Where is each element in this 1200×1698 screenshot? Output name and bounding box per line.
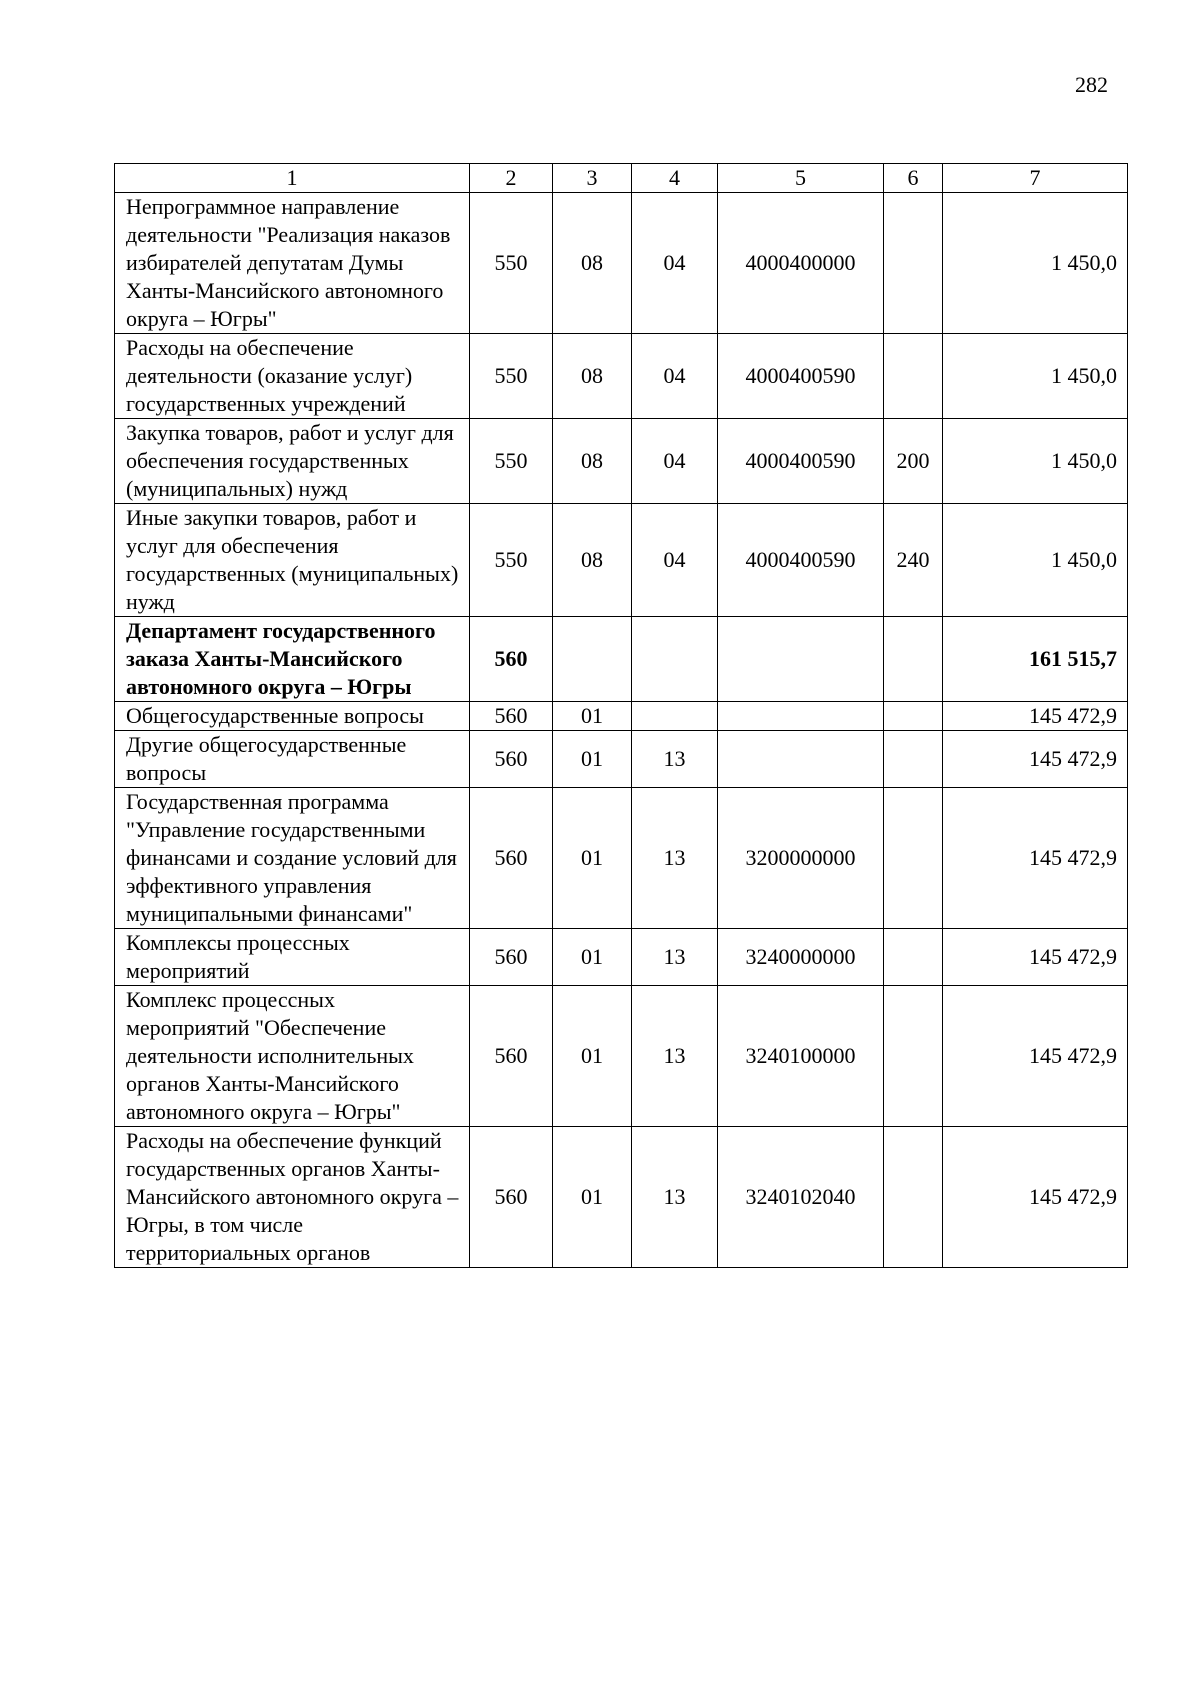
target-article-cell: 4000400590: [718, 419, 884, 504]
header-cell: 2: [470, 164, 553, 193]
expense-type-cell: [884, 193, 943, 334]
subsection-cell: 13: [632, 929, 718, 986]
table-row: [115, 929, 1128, 986]
table-row: [115, 504, 1128, 617]
expense-type-cell: [884, 334, 943, 419]
section-cell: 01: [553, 731, 632, 788]
sum-cell: 145 472,9: [943, 702, 1128, 731]
subsection-cell: 13: [632, 1127, 718, 1268]
sum-cell: 145 472,9: [943, 929, 1128, 986]
sum-cell: 1 450,0: [943, 193, 1128, 334]
table-row: [115, 617, 1128, 702]
section-cell: 01: [553, 986, 632, 1127]
expense-type-cell: [884, 929, 943, 986]
sum-cell: 145 472,9: [943, 986, 1128, 1127]
table-row: [115, 334, 1128, 419]
section-cell: [553, 617, 632, 702]
expense-type-cell: 200: [884, 419, 943, 504]
name-cell: Государственная программа "Управление государственными финансами и создание условий для эффективного управления муниципальными финансами": [115, 788, 470, 929]
header-cell: 7: [943, 164, 1128, 193]
sum-cell: 161 515,7: [943, 617, 1128, 702]
table-row: [115, 986, 1128, 1127]
target-article-cell: 3240102040: [718, 1127, 884, 1268]
code-cell: 560: [470, 1127, 553, 1268]
sum-cell: 1 450,0: [943, 334, 1128, 419]
page-number: 282: [1075, 72, 1108, 97]
subsection-cell: 13: [632, 788, 718, 929]
sum-cell: 1 450,0: [943, 419, 1128, 504]
subsection-cell: [632, 617, 718, 702]
header-cell: 6: [884, 164, 943, 193]
table-row: [115, 702, 1128, 731]
name-cell: Комплекс процессных мероприятий "Обеспечение деятельности исполнительных органов Ханты-Мансийского автономного округа – Югры": [115, 986, 470, 1127]
expense-type-cell: 240: [884, 504, 943, 617]
target-article-cell: 3240000000: [718, 929, 884, 986]
sum-cell: 1 450,0: [943, 504, 1128, 617]
section-cell: 01: [553, 788, 632, 929]
expense-type-cell: [884, 702, 943, 731]
expense-type-cell: [884, 788, 943, 929]
code-cell: 550: [470, 504, 553, 617]
code-cell: 560: [470, 731, 553, 788]
target-article-cell: 4000400590: [718, 334, 884, 419]
table-row: [115, 788, 1128, 929]
header-cell: 3: [553, 164, 632, 193]
section-cell: 08: [553, 419, 632, 504]
code-cell: 560: [470, 702, 553, 731]
name-cell: Расходы на обеспечение деятельности (оказание услуг) государственных учреждений: [115, 334, 470, 419]
table-row: [115, 419, 1128, 504]
code-cell: 560: [470, 986, 553, 1127]
header-cell: 1: [115, 164, 470, 193]
code-cell: 560: [470, 788, 553, 929]
name-cell: Иные закупки товаров, работ и услуг для обеспечения государственных (муниципальных) нужд: [115, 504, 470, 617]
code-cell: 550: [470, 419, 553, 504]
subsection-cell: 04: [632, 334, 718, 419]
expense-type-cell: [884, 986, 943, 1127]
name-cell: Расходы на обеспечение функций государственных органов Ханты-Мансийского автономного округа – Югры, в том числе территориальных органов: [115, 1127, 470, 1268]
sum-cell: 145 472,9: [943, 788, 1128, 929]
section-cell: 01: [553, 702, 632, 731]
target-article-cell: [718, 702, 884, 731]
table-row: [115, 731, 1128, 788]
budget-table: [114, 163, 1128, 1268]
subsection-cell: 04: [632, 193, 718, 334]
target-article-cell: 4000400590: [718, 504, 884, 617]
table-row: [115, 193, 1128, 334]
subsection-cell: 13: [632, 986, 718, 1127]
target-article-cell: 3200000000: [718, 788, 884, 929]
subsection-cell: 04: [632, 504, 718, 617]
section-cell: 08: [553, 504, 632, 617]
sum-cell: 145 472,9: [943, 731, 1128, 788]
section-cell: 08: [553, 193, 632, 334]
target-article-cell: [718, 617, 884, 702]
code-cell: 550: [470, 334, 553, 419]
table-row: [115, 1127, 1128, 1268]
code-cell: 560: [470, 929, 553, 986]
section-cell: 01: [553, 929, 632, 986]
expense-type-cell: [884, 731, 943, 788]
subsection-cell: 04: [632, 419, 718, 504]
expense-type-cell: [884, 1127, 943, 1268]
subsection-cell: 13: [632, 731, 718, 788]
name-cell: Департамент государственного заказа Ханты-Мансийского автономного округа – Югры: [115, 617, 470, 702]
code-cell: 560: [470, 617, 553, 702]
header-cell: 4: [632, 164, 718, 193]
name-cell: Другие общегосударственные вопросы: [115, 731, 470, 788]
target-article-cell: 4000400000: [718, 193, 884, 334]
header-row: [115, 164, 1128, 193]
header-cell: 5: [718, 164, 884, 193]
name-cell: Непрограммное направление деятельности "Реализация наказов избирателей депутатам Думы Ханты-Мансийского автономного округа – Югры": [115, 193, 470, 334]
name-cell: Комплексы процессных мероприятий: [115, 929, 470, 986]
target-article-cell: [718, 731, 884, 788]
target-article-cell: 3240100000: [718, 986, 884, 1127]
sum-cell: 145 472,9: [943, 1127, 1128, 1268]
name-cell: Общегосударственные вопросы: [115, 702, 470, 731]
code-cell: 550: [470, 193, 553, 334]
expense-type-cell: [884, 617, 943, 702]
section-cell: 01: [553, 1127, 632, 1268]
subsection-cell: [632, 702, 718, 731]
section-cell: 08: [553, 334, 632, 419]
name-cell: Закупка товаров, работ и услуг для обеспечения государственных (муниципальных) нужд: [115, 419, 470, 504]
